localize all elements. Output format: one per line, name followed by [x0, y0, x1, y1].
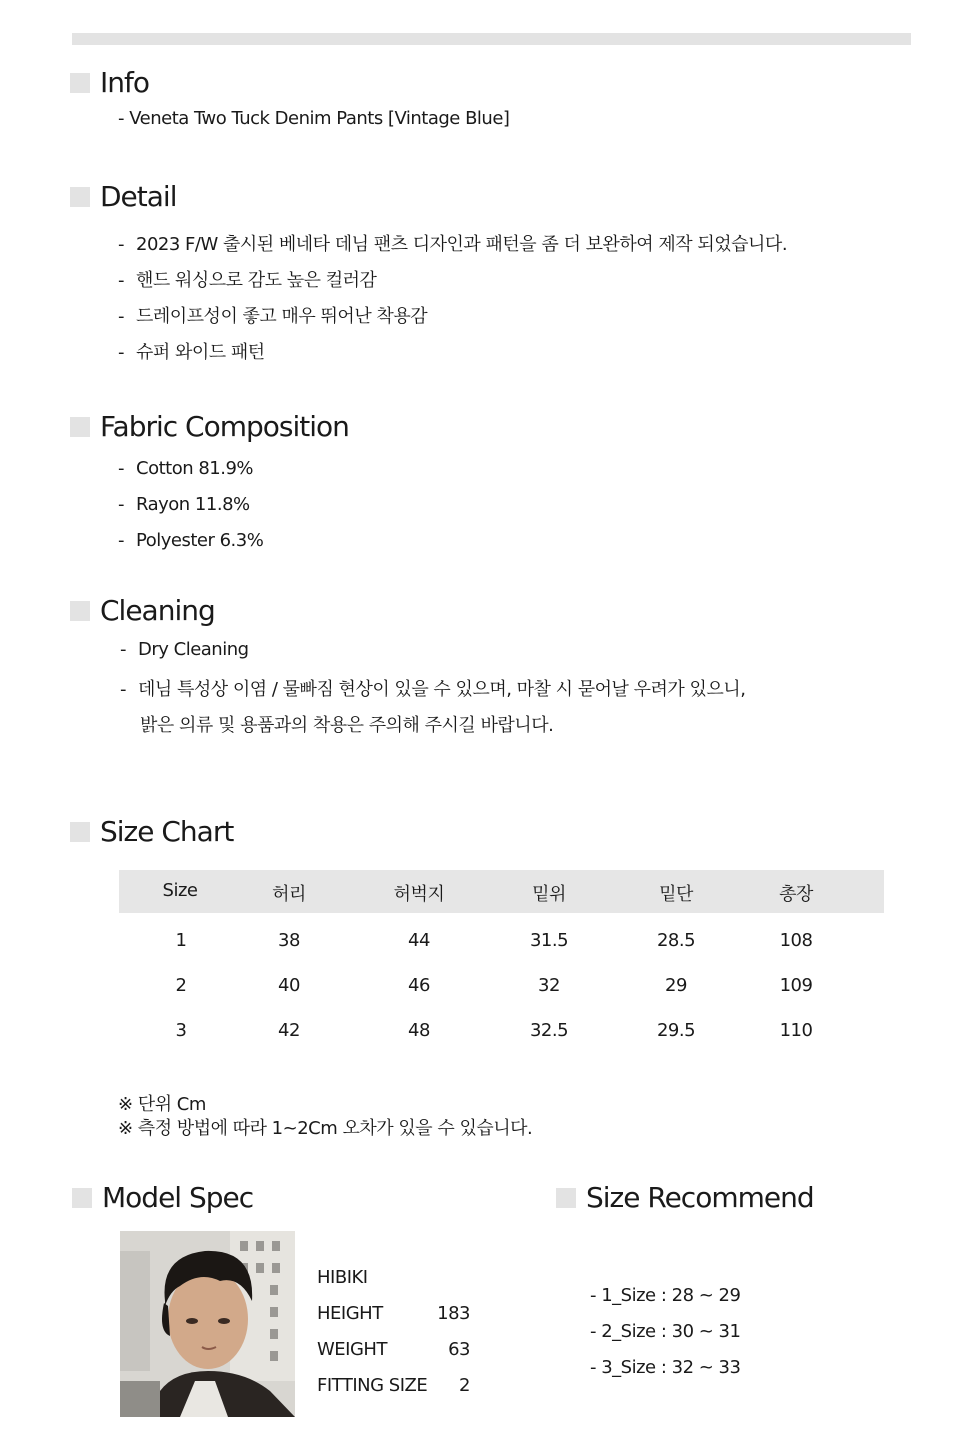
table-cell: 31.5 — [529, 930, 569, 951]
section-marker-icon — [70, 187, 90, 207]
table-cell: 40 — [278, 975, 300, 996]
column-header-hem: 밑단 — [659, 884, 693, 905]
fabric-item: - Polyester 6.3% — [118, 530, 264, 551]
detail-item-text: 2023 F/W 출시된 베네타 데님 팬츠 디자인과 패턴을 좀 더 보완하여 제작 되었습니다. — [136, 234, 788, 255]
section-header-size-chart — [70, 815, 233, 848]
cleaning-item-text: Dry Cleaning — [138, 639, 249, 660]
section-marker-icon — [70, 73, 90, 93]
table-row — [119, 965, 884, 1010]
section-title-size-recommend: Size Recommend — [586, 1181, 814, 1214]
detail-item: - 2023 F/W 출시된 베네타 데님 팬츠 디자인과 패턴을 좀 더 보완하여 제작 되었습니다. — [118, 234, 788, 255]
section-title-info: Info — [100, 66, 149, 99]
model-photo — [120, 1231, 295, 1417]
detail-item: - 드레이프성이 좋고 매우 뛰어난 착용감 — [118, 306, 428, 327]
table-cell: 1 — [175, 930, 187, 951]
spec-label-height: HEIGHT — [317, 1303, 383, 1324]
column-header-size: Size — [162, 880, 198, 901]
section-marker-icon — [72, 1188, 92, 1208]
section-title-cleaning: Cleaning — [100, 594, 215, 627]
spec-value-weight: 63 — [448, 1339, 470, 1360]
fabric-item-text: Rayon 11.8% — [136, 494, 250, 515]
column-header-waist: 허리 — [272, 884, 306, 905]
size-chart-note: ※ 단위 Cm — [118, 1094, 206, 1115]
section-marker-icon — [556, 1188, 576, 1208]
table-cell: 48 — [408, 1020, 430, 1041]
fabric-item: - Cotton 81.9% — [118, 458, 254, 479]
top-divider-bar — [72, 33, 911, 45]
cleaning-item-text: 데님 특성상 이염 / 물빠짐 현상이 있을 수 있으며, 마찰 시 묻어날 우려가 있으니, — [138, 679, 746, 700]
model-photo-illustration — [120, 1231, 295, 1417]
table-cell: 110 — [779, 1020, 813, 1041]
section-marker-icon — [70, 417, 90, 437]
fabric-item-text: Cotton 81.9% — [136, 458, 254, 479]
detail-item: - 슈퍼 와이드 패턴 — [118, 342, 265, 363]
section-title-fabric: Fabric Composition — [100, 410, 349, 443]
model-name: HIBIKI — [317, 1267, 368, 1288]
section-header-detail — [70, 180, 176, 213]
table-cell: 2 — [175, 975, 187, 996]
spec-value-fitting-size: 2 — [459, 1375, 470, 1396]
section-header-cleaning — [70, 594, 215, 627]
cleaning-continuation: 밝은 의류 및 용품과의 착용은 주의해 주시길 바랍니다. — [140, 715, 554, 736]
column-header-thigh: 허벅지 — [393, 884, 445, 905]
section-title-size-chart: Size Chart — [100, 815, 234, 848]
fabric-item-text: Polyester 6.3% — [136, 530, 264, 551]
column-header-length: 총장 — [779, 884, 813, 905]
table-cell: 46 — [408, 975, 430, 996]
fabric-item: - Rayon 11.8% — [118, 494, 250, 515]
cleaning-item: - Dry Cleaning — [120, 639, 249, 660]
size-recommend-item: - 2_Size : 30 ~ 31 — [590, 1321, 741, 1342]
table-cell: 44 — [408, 930, 430, 951]
table-cell: 32 — [538, 975, 560, 996]
detail-item-text: 슈퍼 와이드 패턴 — [136, 342, 265, 363]
spec-label-weight: WEIGHT — [317, 1339, 387, 1360]
detail-item-text: 드레이프성이 좋고 매우 뛰어난 착용감 — [136, 306, 428, 327]
table-row — [119, 920, 884, 965]
size-chart-table — [119, 870, 884, 1055]
section-header-info — [70, 66, 149, 99]
detail-item-text: 핸드 워싱으로 감도 높은 컬러감 — [136, 270, 377, 291]
table-cell: 32.5 — [529, 1020, 569, 1041]
section-marker-icon — [70, 601, 90, 621]
cleaning-item: - 데님 특성상 이염 / 물빠짐 현상이 있을 수 있으며, 마찰 시 묻어날 우려가 있으니, — [120, 679, 746, 700]
size-chart-note: ※ 측정 방법에 따라 1~2Cm 오차가 있을 수 있습니다. — [118, 1118, 533, 1139]
table-cell: 109 — [779, 975, 813, 996]
table-row — [119, 1010, 884, 1055]
section-header-model-spec — [72, 1181, 253, 1214]
section-header-size-recommend — [556, 1181, 814, 1214]
section-title-detail: Detail — [100, 180, 177, 213]
spec-label-fitting-size: FITTING SIZE — [317, 1375, 428, 1396]
table-cell: 42 — [278, 1020, 300, 1041]
table-cell: 108 — [779, 930, 813, 951]
table-cell: 29.5 — [656, 1020, 696, 1041]
section-marker-icon — [70, 822, 90, 842]
spec-value-height: 183 — [437, 1303, 470, 1324]
size-recommend-item: - 1_Size : 28 ~ 29 — [590, 1285, 741, 1306]
table-cell: 28.5 — [656, 930, 696, 951]
product-name: - Veneta Two Tuck Denim Pants [Vintage Blue] — [118, 108, 510, 129]
size-recommend-item: - 3_Size : 32 ~ 33 — [590, 1357, 741, 1378]
section-title-model-spec: Model Spec — [102, 1181, 254, 1214]
table-cell: 3 — [175, 1020, 187, 1041]
table-cell: 29 — [665, 975, 687, 996]
column-header-rise: 밑위 — [532, 884, 566, 905]
table-cell: 38 — [278, 930, 300, 951]
size-chart-header-row — [119, 870, 884, 913]
detail-item: - 핸드 워싱으로 감도 높은 컬러감 — [118, 270, 377, 291]
section-header-fabric — [70, 410, 349, 443]
